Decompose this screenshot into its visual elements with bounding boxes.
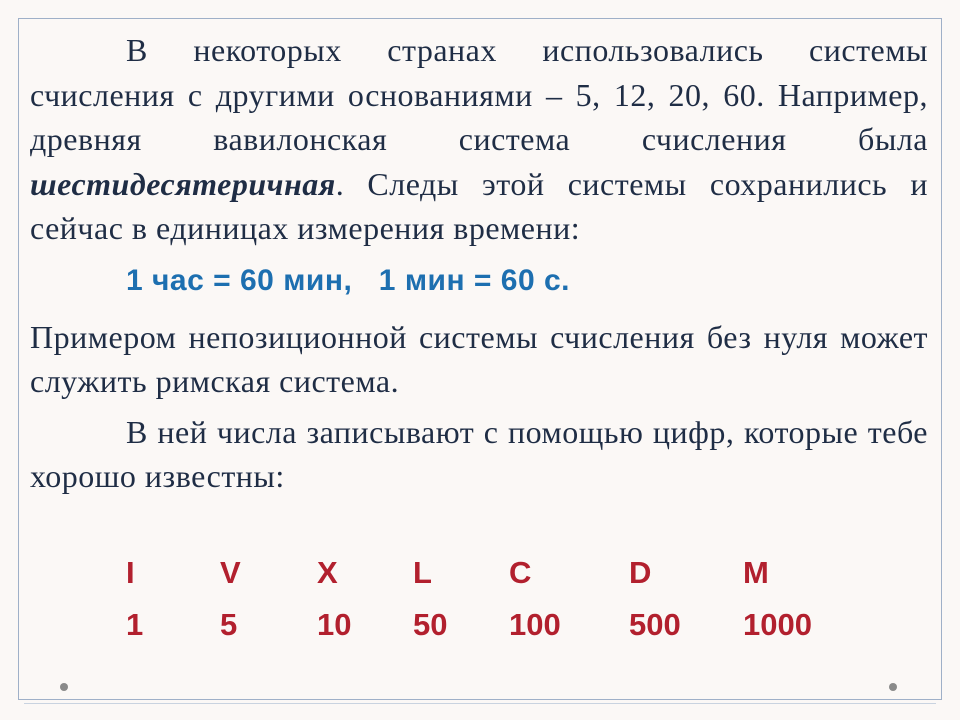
roman-value: 500 <box>629 607 681 642</box>
roman-symbol: I <box>126 555 135 590</box>
paragraph-babylonian <box>30 28 928 251</box>
time-formula: 1 час = 60 мин, 1 мин = 60 с. <box>126 263 570 297</box>
paragraph-babylonian-text-before: В некоторых странах использовались системы счисления с другими основаниями – 5, 12, 20, 60. Например, древняя вавилонская система счисления была <box>30 32 928 157</box>
roman-symbol: L <box>413 555 432 590</box>
roman-value: 100 <box>509 607 561 642</box>
roman-value: 5 <box>220 607 238 642</box>
roman-value: 10 <box>317 607 352 642</box>
roman-symbol: X <box>317 555 338 590</box>
slide-content <box>30 28 928 499</box>
decorative-dot-right <box>889 683 897 691</box>
roman-symbol: V <box>220 555 241 590</box>
paragraph-roman-system: Примером непозиционной системы счисления без нуля может служить римская система. <box>30 318 928 399</box>
frame-bottom-line <box>24 703 936 704</box>
roman-symbol: D <box>629 555 652 590</box>
roman-symbol: C <box>509 555 532 590</box>
roman-value: 1000 <box>743 607 812 642</box>
decorative-dot-left <box>60 683 68 691</box>
roman-value: 1 <box>126 607 144 642</box>
roman-symbol: M <box>743 555 769 590</box>
paragraph-roman-digits: В ней числа записывают с помощью цифр, которые тебе хорошо известны: <box>30 413 928 494</box>
emphasis-sexagesimal: шестидесятеричная <box>30 165 336 202</box>
paragraph-babylonian-text-after: . Следы этой системы сохранились и сейчас в единицах измерения времени: <box>30 165 928 246</box>
roman-value: 50 <box>413 607 448 642</box>
